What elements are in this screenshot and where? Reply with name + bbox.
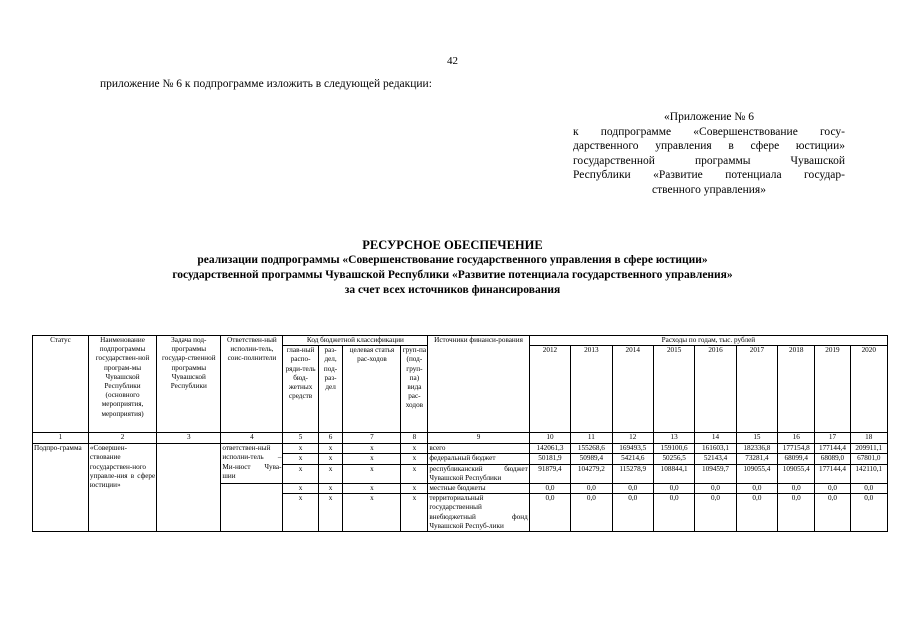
column-number: 7 [343, 433, 401, 444]
value-cell: 0,0 [695, 494, 736, 532]
header-status: Статус [33, 336, 89, 433]
status-cell: Подпро-грамма [33, 444, 89, 532]
value-cell: 161603,1 [695, 444, 736, 454]
code-cell: x [318, 484, 343, 494]
column-number: 5 [283, 433, 318, 444]
value-cell: 91879,4 [529, 464, 570, 483]
code-cell: x [318, 454, 343, 464]
code-cell: x [401, 494, 428, 532]
value-cell: 177154,8 [778, 444, 815, 454]
code-cell: x [343, 494, 401, 532]
value-cell: 109055,4 [736, 464, 777, 483]
code-cell: x [343, 484, 401, 494]
value-cell: 177144,4 [815, 444, 850, 454]
header-year: 2015 [653, 346, 694, 433]
page-number: 42 [447, 55, 458, 67]
value-cell: 0,0 [736, 494, 777, 532]
code-cell: x [401, 454, 428, 464]
appendix-line-3: дарственного управления в сфере юстиции» [573, 140, 845, 152]
header-year: 2019 [815, 346, 850, 433]
column-number: 15 [736, 433, 777, 444]
value-cell: 0,0 [850, 484, 887, 494]
source-cell: республиканский бюджет Чувашской Республики [429, 464, 528, 482]
appendix-line-5: Республики «Развитие потенциала государ- [573, 169, 845, 181]
column-number: 18 [850, 433, 887, 444]
heading-title: РЕСУРСНОЕ ОБЕСПЕЧЕНИЕ [362, 238, 543, 252]
appendix-header [573, 110, 845, 197]
value-cell: 104279,2 [571, 464, 612, 483]
header-grbs: глав-ный распо-ряди-тель бюд-жетных средств [283, 346, 318, 433]
code-cell: x [318, 494, 343, 532]
value-cell: 0,0 [778, 484, 815, 494]
value-cell: 115278,9 [612, 464, 653, 483]
value-cell: 159100,6 [653, 444, 694, 454]
source-cell: федеральный бюджет [428, 454, 529, 464]
value-cell: 0,0 [612, 494, 653, 532]
header-year: 2018 [778, 346, 815, 433]
value-cell: 177144,4 [815, 464, 850, 483]
header-budget-classification: Код бюджетной классификации [283, 336, 428, 346]
value-cell: 0,0 [571, 484, 612, 494]
intro-text: приложение № 6 к подпрограмме изложить в следующей редакции: [100, 78, 432, 90]
value-cell: 0,0 [778, 494, 815, 532]
appendix-line-4: государственной программы Чувашской [573, 154, 845, 167]
column-number: 4 [221, 433, 283, 444]
header-row-1 [33, 336, 888, 346]
header-group: груп-па (под-груп-па) вида рас-ходов [401, 346, 428, 433]
source-cell: территориальный государственный внебюджетный фонд Чувашской Респуб-лики [429, 494, 528, 530]
header-section: раз-дел, под-раз-дел [318, 346, 343, 433]
code-cell: x [283, 454, 318, 464]
code-cell: x [283, 464, 318, 483]
column-number: 6 [318, 433, 343, 444]
resource-table [32, 335, 888, 532]
value-cell: 0,0 [529, 494, 570, 532]
value-cell: 68089,0 [815, 454, 850, 464]
value-cell: 50989,4 [571, 454, 612, 464]
value-cell: 0,0 [529, 484, 570, 494]
code-cell: x [318, 444, 343, 454]
value-cell: 142061,3 [529, 444, 570, 454]
header-sources: Источники финанси-рования [428, 336, 529, 433]
value-cell: 0,0 [653, 484, 694, 494]
column-number: 3 [157, 433, 221, 444]
header-year: 2017 [736, 346, 777, 433]
code-cell: x [283, 494, 318, 532]
appendix-line-1: «Приложение № 6 [664, 111, 754, 123]
value-cell: 0,0 [850, 494, 887, 532]
column-number: 10 [529, 433, 570, 444]
column-number: 8 [401, 433, 428, 444]
value-cell: 0,0 [571, 494, 612, 532]
column-number: 9 [428, 433, 529, 444]
code-cell: x [283, 484, 318, 494]
task-cell [157, 444, 221, 532]
header-target: целевая статья рас-ходов [343, 346, 401, 433]
value-cell: 67801,0 [850, 454, 887, 464]
column-number: 2 [88, 433, 156, 444]
code-cell: x [401, 464, 428, 483]
code-cell: x [401, 484, 428, 494]
header-year: 2012 [529, 346, 570, 433]
column-number: 16 [778, 433, 815, 444]
code-cell: x [401, 444, 428, 454]
value-cell: 0,0 [815, 494, 850, 532]
heading-line-3: государственной программы Чувашской Республики «Развитие потенциала государственного управления» [172, 269, 733, 281]
column-number: 11 [571, 433, 612, 444]
header-name: Наименование подпрограммы государствен-ной програм-мы Чувашской Республики (основного мероприятия, мероприятия) [88, 336, 156, 433]
heading-line-2: реализации подпрограммы «Совершенствование государственного управления в сфере юстиции» [197, 254, 708, 266]
header-year: 2014 [612, 346, 653, 433]
code-cell: x [318, 464, 343, 483]
value-cell: 52143,4 [695, 454, 736, 464]
value-cell: 109055,4 [778, 464, 815, 483]
program-name-cell: «Совершен-ствование государствен-ного управле-ния в сфере юстиции» [88, 444, 156, 532]
value-cell: 0,0 [815, 484, 850, 494]
value-cell: 0,0 [736, 484, 777, 494]
header-year: 2016 [695, 346, 736, 433]
header-year: 2013 [571, 346, 612, 433]
header-task: Задача под-программы государ-ственной программы Чувашской Республики [157, 336, 221, 433]
value-cell: 0,0 [695, 484, 736, 494]
heading-line-4: за счет всех источников финансирования [344, 284, 561, 296]
column-number: 12 [612, 433, 653, 444]
value-cell: 109459,7 [695, 464, 736, 483]
column-number-row [33, 433, 888, 444]
column-number: 14 [695, 433, 736, 444]
responsible-cell-empty [221, 484, 283, 532]
column-number: 17 [815, 433, 850, 444]
value-cell: 54214,6 [612, 454, 653, 464]
value-cell: 50181,9 [529, 454, 570, 464]
appendix-line-2: к подпрограмме «Совершенствование госу- [573, 125, 845, 138]
value-cell: 68099,4 [778, 454, 815, 464]
header-responsible: Ответствен-ный исполни-тель, соис-полнители [221, 336, 283, 433]
column-number: 1 [33, 433, 89, 444]
document-heading [0, 238, 905, 298]
value-cell: 155268,6 [571, 444, 612, 454]
value-cell: 142110,1 [850, 464, 887, 483]
code-cell: x [283, 444, 318, 454]
value-cell: 182336,8 [736, 444, 777, 454]
table-row [33, 444, 888, 454]
value-cell: 73281,4 [736, 454, 777, 464]
value-cell: 50256,5 [653, 454, 694, 464]
value-cell: 0,0 [612, 484, 653, 494]
source-cell: всего [428, 444, 529, 454]
header-year: 2020 [850, 346, 887, 433]
code-cell: x [343, 444, 401, 454]
appendix-line-6: ственного управления» [652, 183, 766, 196]
responsible-cell: ответствен-ный исполни-тель – Ми-нюст Чува-шии [221, 444, 283, 484]
value-cell: 0,0 [653, 494, 694, 532]
value-cell: 108844,1 [653, 464, 694, 483]
source-cell: местные бюджеты [428, 484, 529, 494]
code-cell: x [343, 454, 401, 464]
code-cell: x [343, 464, 401, 483]
value-cell: 169493,5 [612, 444, 653, 454]
column-number: 13 [653, 433, 694, 444]
value-cell: 209911,1 [850, 444, 887, 454]
header-expenses: Расходы по годам, тыс. рублей [529, 336, 887, 346]
